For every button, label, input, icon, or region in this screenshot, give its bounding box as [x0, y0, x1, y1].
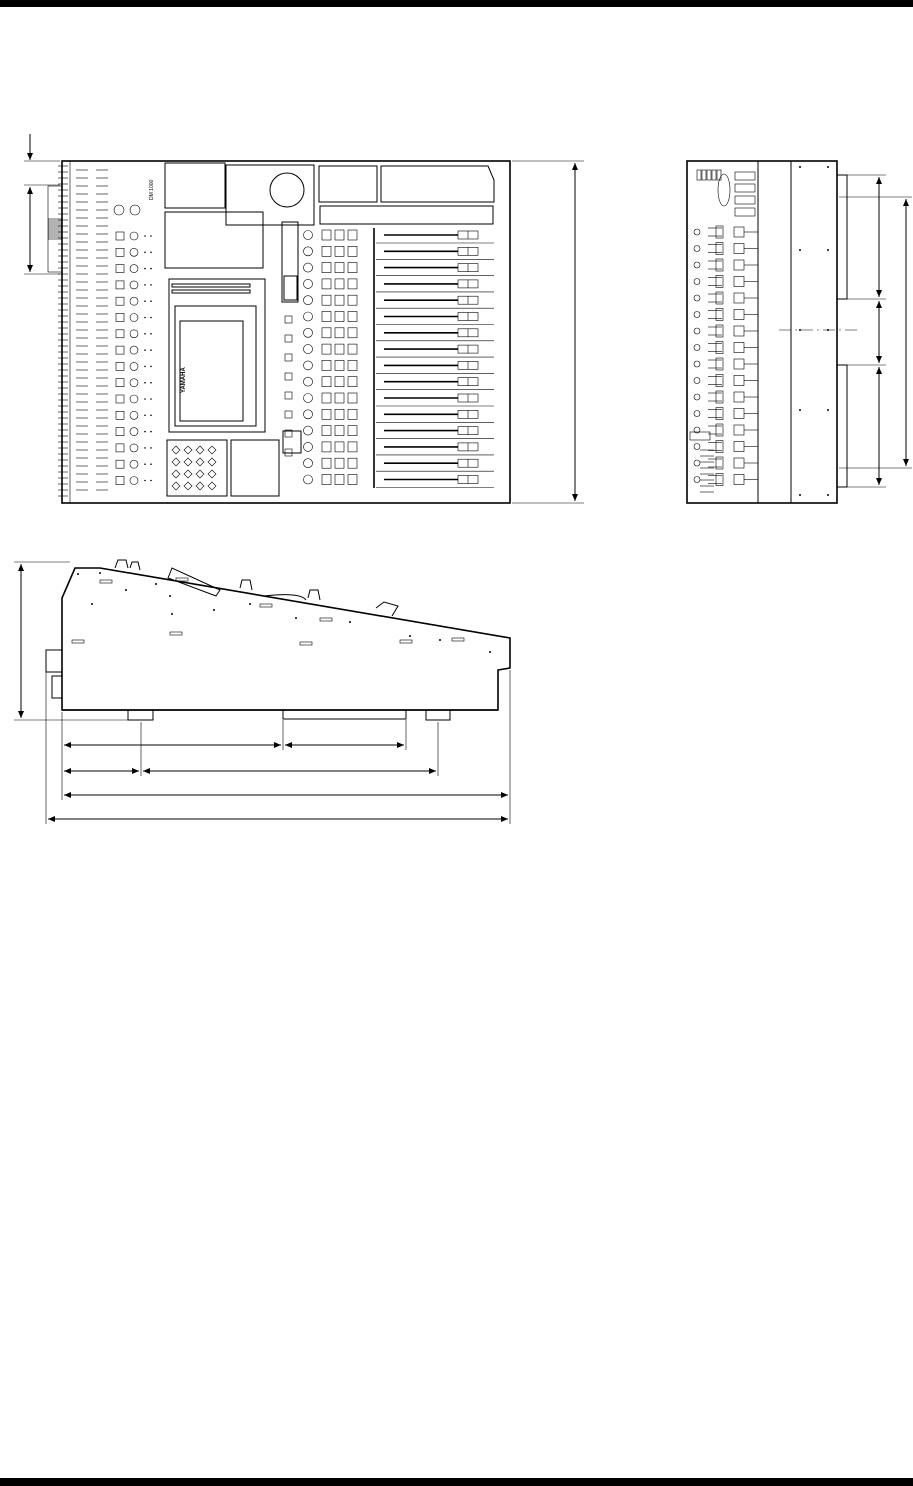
data-wheel [270, 173, 304, 207]
master-strip [320, 206, 493, 224]
transport-section [231, 440, 279, 496]
top-view [48, 161, 510, 503]
rear-jack-column [690, 166, 829, 496]
side-view-dimensions [14, 562, 510, 824]
lcd-frame [169, 279, 265, 432]
data-entry-section [226, 165, 314, 225]
fader-strips [285, 230, 494, 488]
display-access-panel [319, 166, 377, 202]
foot-front [128, 710, 153, 720]
side-view [46, 560, 510, 720]
lcd-bezel [175, 306, 256, 426]
diamond-keys [172, 446, 216, 490]
rear-view-dimensions [839, 175, 912, 487]
numeric-pad-section [167, 440, 227, 496]
yamaha-logo: YAMAHA [181, 367, 187, 393]
eq-section [165, 212, 263, 268]
rack-ear-lower [837, 365, 847, 487]
side-panel-marks [72, 572, 491, 653]
rear-connector-strip [48, 166, 68, 496]
selected-channel-panel [165, 163, 225, 208]
model-name: DM 1000 [149, 179, 155, 200]
user-define-panel [381, 166, 494, 202]
foot-center [283, 710, 406, 719]
side-view-outline [62, 568, 510, 710]
foot-rear [426, 710, 450, 720]
lcd-screen [180, 321, 243, 421]
rear-view [687, 161, 860, 503]
channel-knob-column [76, 170, 152, 490]
rear-view-outline [687, 161, 837, 503]
side-connector [46, 650, 62, 672]
rack-ear-upper [837, 175, 847, 299]
